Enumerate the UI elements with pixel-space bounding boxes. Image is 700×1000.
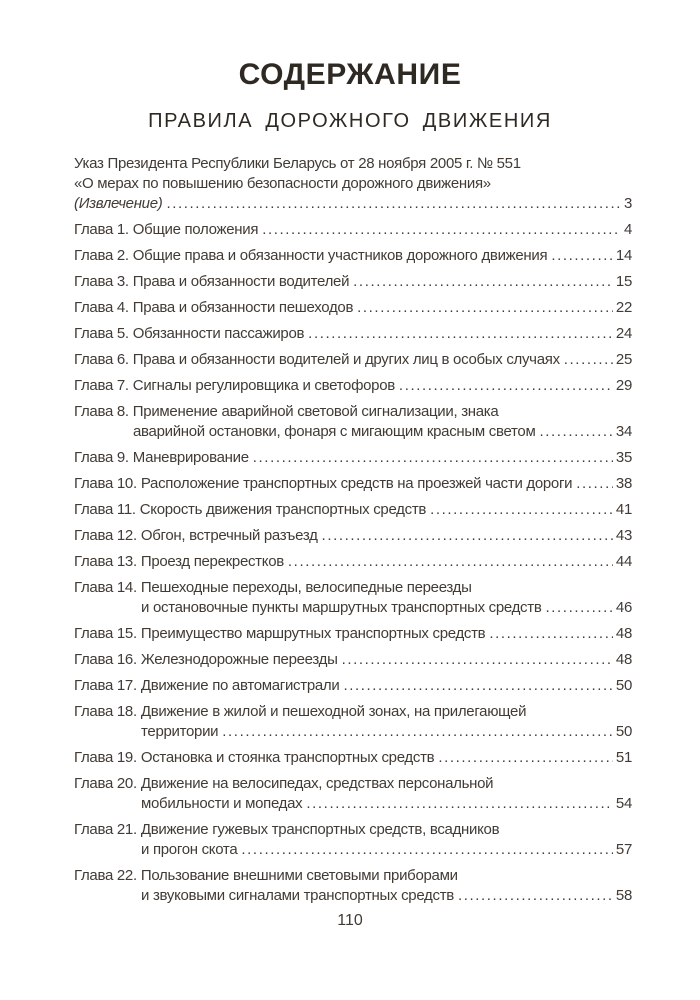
toc-entry-final-line — [74, 886, 632, 906]
dot-leader — [353, 272, 613, 292]
toc-entry-final-line — [74, 324, 632, 344]
toc-entry — [74, 402, 632, 442]
toc-entry — [74, 624, 632, 644]
toc-entry-page: 50 — [615, 723, 632, 740]
toc-entry-line — [74, 578, 632, 598]
toc-entry — [74, 272, 632, 292]
toc-entry-line — [74, 820, 632, 840]
toc-entry-text: аварийной остановки, фонаря с мигающим красным светом — [133, 423, 536, 440]
dot-leader — [253, 448, 613, 468]
toc-entry-label: Глава 21. — [74, 821, 137, 838]
toc-entry-label: Глава 17. — [74, 677, 137, 694]
toc-entry-text: Указ Президента Республики Беларусь от 28 ноября 2005 г. № 551 — [74, 155, 521, 172]
toc-entry-line — [74, 154, 632, 174]
dot-leader — [343, 676, 612, 696]
dot-leader — [430, 500, 613, 520]
dot-leader — [322, 526, 613, 546]
toc-entry-text: Движение гужевых транспортных средств, всадников — [140, 821, 500, 838]
toc-entry — [74, 350, 632, 370]
toc-entry-final-line — [74, 650, 632, 670]
toc-entry-page: 54 — [615, 795, 632, 812]
toc-entry — [74, 774, 632, 814]
toc-entry-page: 35 — [615, 449, 632, 466]
toc-entry-text: Маневрирование — [132, 449, 249, 466]
toc-entry-label: Глава 2. — [74, 247, 129, 264]
toc-entry-final-line — [74, 526, 632, 546]
toc-entry-text: Общие права и обязанности участников дорожного движения — [132, 247, 548, 264]
toc-entry-label: Глава 1. — [74, 221, 129, 238]
toc-entry — [74, 526, 632, 546]
toc-entry-page: 43 — [615, 527, 632, 544]
toc-entry — [74, 500, 632, 520]
toc-entry-text: и прогон скота — [141, 841, 238, 858]
toc-entry — [74, 702, 632, 742]
toc-entry-label: Глава 8. — [74, 403, 129, 420]
toc-entry-page: 3 — [623, 195, 632, 212]
toc-entry-text: Права и обязанности пешеходов — [132, 299, 354, 316]
toc-entry-final-line — [74, 840, 632, 860]
toc-entry-text: Пользование внешними световыми приборами — [140, 867, 458, 884]
toc-entry-label: Глава 20. — [74, 775, 137, 792]
toc-entry-final-line — [74, 624, 632, 644]
toc-entry-page: 57 — [615, 841, 632, 858]
toc-entry-page: 25 — [615, 351, 632, 368]
toc-entry-text: Применение аварийной световой сигнализации, знака — [132, 403, 499, 420]
dot-leader — [288, 552, 613, 572]
toc-entry-line — [74, 866, 632, 886]
toc-entry-label: Глава 13. — [74, 553, 137, 570]
toc-entry-text: Общие положения — [132, 221, 259, 238]
dot-leader — [166, 194, 621, 214]
toc-entry-text: мобильности и мопедах — [141, 795, 303, 812]
dot-leader — [241, 840, 613, 860]
toc-entry-text: и звуковыми сигналами транспортных средств — [141, 887, 454, 904]
toc-entry-label: Глава 12. — [74, 527, 137, 544]
toc-entry-label: Глава 9. — [74, 449, 129, 466]
toc-entry — [74, 220, 632, 240]
toc-entry-final-line — [74, 794, 632, 814]
toc-entry-label: Глава 14. — [74, 579, 137, 596]
toc-entry-label: Глава 22. — [74, 867, 137, 884]
toc-entry-text: (Извлечение) — [74, 195, 163, 212]
toc-list — [74, 154, 632, 906]
toc-entry-final-line — [74, 376, 632, 396]
toc-entry — [74, 246, 632, 266]
toc-entry — [74, 376, 632, 396]
toc-entry-text: Железнодорожные переезды — [140, 651, 338, 668]
toc-entry-final-line — [74, 246, 632, 266]
toc-entry-text: Пешеходные переходы, велосипедные переезды — [140, 579, 472, 596]
toc-entry-line — [74, 702, 632, 722]
toc-entry-text: Сигналы регулировщика и светофоров — [132, 377, 395, 394]
toc-entry-text: территории — [141, 723, 219, 740]
toc-entry-text: Обгон, встречный разъезд — [140, 527, 318, 544]
toc-entry-final-line — [74, 194, 632, 214]
toc-entry-page: 29 — [615, 377, 632, 394]
toc-entry-text: Права и обязанности водителей и других лиц в особых случаях — [132, 351, 560, 368]
toc-entry-label: Глава 4. — [74, 299, 129, 316]
toc-entry — [74, 552, 632, 572]
toc-entry — [74, 676, 632, 696]
toc-entry-final-line — [74, 474, 632, 494]
toc-entry-text: Проезд перекрестков — [140, 553, 284, 570]
toc-entry-page: 48 — [615, 625, 632, 642]
toc-entry-page: 41 — [615, 501, 632, 518]
toc-entry-text: Расположение транспортных средств на проезжей части дороги — [140, 475, 573, 492]
toc-entry-page: 22 — [615, 299, 632, 316]
toc-entry-final-line — [74, 722, 632, 742]
dot-leader — [458, 886, 613, 906]
toc-entry-label: Глава 3. — [74, 273, 129, 290]
toc-entry — [74, 748, 632, 768]
toc-entry-page: 44 — [615, 553, 632, 570]
toc-entry-page: 48 — [615, 651, 632, 668]
dot-leader — [438, 748, 613, 768]
toc-entry-text: Преимущество маршрутных транспортных средств — [140, 625, 486, 642]
dot-leader — [546, 598, 613, 618]
toc-entry-page: 14 — [615, 247, 632, 264]
toc-entry — [74, 474, 632, 494]
toc-entry-final-line — [74, 220, 632, 240]
toc-entry-line — [74, 174, 632, 194]
page-title: СОДЕРЖАНИЕ — [238, 58, 462, 91]
toc-entry — [74, 324, 632, 344]
toc-entry-text: «О мерах по повышению безопасности дорожного движения» — [74, 175, 491, 192]
toc-entry-final-line — [74, 676, 632, 696]
toc-entry-page: 34 — [615, 423, 632, 440]
toc-entry-page: 15 — [615, 273, 632, 290]
dot-leader — [222, 722, 613, 742]
toc-entry-final-line — [74, 552, 632, 572]
page-number: 110 — [337, 912, 363, 929]
toc-entry-text: Движение по автомагистрали — [140, 677, 340, 694]
toc-entry — [74, 820, 632, 860]
toc-entry — [74, 298, 632, 318]
toc-entry-final-line — [74, 298, 632, 318]
toc-entry-text: Права и обязанности водителей — [132, 273, 350, 290]
dot-leader — [357, 298, 613, 318]
toc-entry-label: Глава 7. — [74, 377, 129, 394]
dot-leader — [576, 474, 613, 494]
toc-entry — [74, 154, 632, 214]
page-subtitle: ПРАВИЛА ДОРОЖНОГО ДВИЖЕНИЯ — [148, 110, 552, 132]
toc-entry-page: 50 — [615, 677, 632, 694]
toc-entry-text: Скорость движения транспортных средств — [139, 501, 427, 518]
toc-entry-label: Глава 11. — [74, 501, 136, 518]
toc-entry-label: Глава 10. — [74, 475, 137, 492]
dot-leader — [342, 650, 613, 670]
toc-entry-final-line — [74, 448, 632, 468]
toc-entry-label: Глава 5. — [74, 325, 129, 342]
dot-leader — [489, 624, 613, 644]
dot-leader — [539, 422, 612, 442]
toc-entry-final-line — [74, 422, 632, 442]
dot-leader — [306, 794, 613, 814]
toc-entry-page: 24 — [615, 325, 632, 342]
toc-entry-page: 38 — [615, 475, 632, 492]
toc-entry-label: Глава 19. — [74, 749, 137, 766]
toc-entry-final-line — [74, 748, 632, 768]
dot-leader — [551, 246, 613, 266]
toc-entry-page: 4 — [623, 221, 632, 238]
toc-entry-label: Глава 16. — [74, 651, 137, 668]
toc-entry-final-line — [74, 350, 632, 370]
toc-entry-text: и остановочные пункты маршрутных транспортных средств — [141, 599, 542, 616]
toc-entry-label: Глава 6. — [74, 351, 129, 368]
toc-entry — [74, 448, 632, 468]
dot-leader — [399, 376, 613, 396]
toc-entry-text: Остановка и стоянка транспортных средств — [140, 749, 435, 766]
toc-entry-text: Движение в жилой и пешеходной зонах, на прилегающей — [140, 703, 527, 720]
dot-leader — [262, 220, 621, 240]
toc-entry-final-line — [74, 598, 632, 618]
toc-entry-final-line — [74, 272, 632, 292]
toc-entry-page: 58 — [615, 887, 632, 904]
toc-entry — [74, 866, 632, 906]
toc-entry — [74, 650, 632, 670]
toc-entry-line — [74, 774, 632, 794]
toc-entry — [74, 578, 632, 618]
toc-entry-text: Обязанности пассажиров — [132, 325, 305, 342]
dot-leader — [564, 350, 613, 370]
dot-leader — [308, 324, 613, 344]
toc-entry-line — [74, 402, 632, 422]
toc-entry-page: 46 — [615, 599, 632, 616]
toc-entry-final-line — [74, 500, 632, 520]
toc-entry-label: Глава 15. — [74, 625, 137, 642]
toc-entry-label: Глава 18. — [74, 703, 137, 720]
toc-entry-text: Движение на велосипедах, средствах персональной — [140, 775, 494, 792]
toc-entry-page: 51 — [615, 749, 632, 766]
